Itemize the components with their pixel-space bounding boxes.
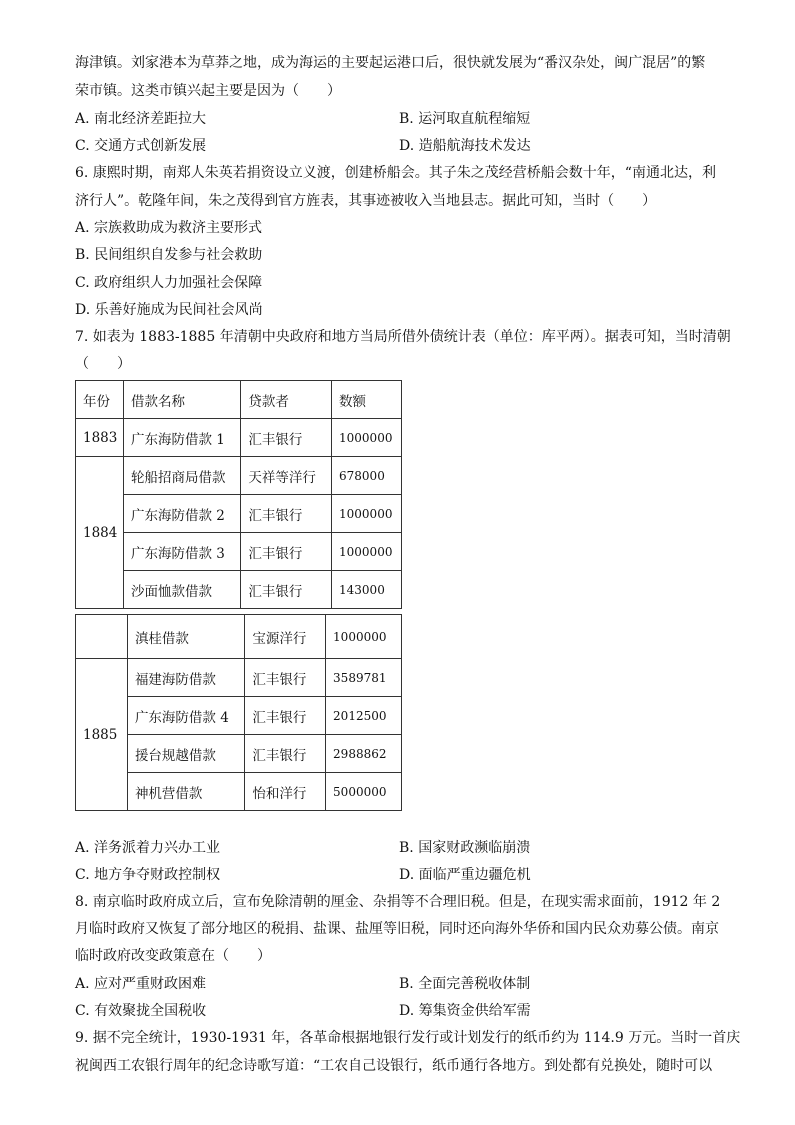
- cell-year: 1884: [76, 457, 124, 609]
- cell-lender: 汇丰银行: [241, 495, 332, 533]
- q8-option-a: A. 应对严重财政困难: [75, 976, 207, 992]
- cell-year: [76, 615, 128, 659]
- cell-lender: 汇丰银行: [241, 571, 332, 609]
- q7-option-b: B. 国家财政濒临崩溃: [399, 840, 531, 856]
- table-row: [76, 419, 402, 457]
- header-lender: 贷款者: [241, 381, 332, 419]
- cell-amount: 1000000: [332, 533, 402, 571]
- cell-lender: 天祥等洋行: [241, 457, 332, 495]
- table-row: [76, 533, 402, 571]
- cell-loan-name: 广东海防借款 4: [127, 697, 244, 735]
- q8-option-b: B. 全面完善税收体制: [399, 976, 531, 992]
- cell-lender: 怡和洋行: [245, 773, 326, 811]
- table-row: [76, 615, 402, 659]
- q8-option-d: D. 筹集资金供给军需: [399, 1003, 531, 1019]
- q5-option-a: A. 南北经济差距拉大: [75, 111, 207, 127]
- q6-stem-line2: 济行人”。乾隆年间，朱之茂得到官方旌表，其事迹被收入当地县志。据此可知，当时（ ）: [75, 193, 657, 209]
- q6-option-a: A. 宗族救助成为救济主要形式: [75, 220, 263, 236]
- q9-stem-line2: 祝闽西工农银行周年的纪念诗歌写道：“工农自己设银行，纸币通行各地方。到处都有兑换处，随时可以: [75, 1058, 713, 1074]
- table-header-row: [76, 381, 402, 419]
- cell-amount: 3589781: [326, 659, 402, 697]
- header-amount: 数额: [332, 381, 402, 419]
- header-year: 年份: [76, 381, 124, 419]
- q7-stem-line1: 7. 如表为 1883-1885 年清朝中央政府和地方当局所借外债统计表（单位：库平两）。据表可知，当时清朝: [75, 329, 731, 345]
- q6-option-d: D. 乐善好施成为民间社会风尚: [75, 302, 263, 318]
- cell-loan-name: 广东海防借款 1: [123, 419, 240, 457]
- q7-stem-line2: （ ）: [75, 356, 131, 372]
- q5-option-c: C. 交通方式创新发展: [75, 138, 207, 154]
- cell-lender: 汇丰银行: [245, 659, 326, 697]
- cell-amount: 143000: [332, 571, 402, 609]
- cell-loan-name: 轮船招商局借款: [123, 457, 240, 495]
- q8-stem-line1: 8. 南京临时政府成立后，宣布免除清朝的厘金、杂捐等不合理旧税。但是，在现实需求面前，1912 年 2: [75, 894, 721, 910]
- cell-lender: 汇丰银行: [241, 533, 332, 571]
- cell-amount: 5000000: [326, 773, 402, 811]
- cell-amount: 1000000: [332, 419, 402, 457]
- q8-option-c: C. 有效聚拢全国税收: [75, 1003, 207, 1019]
- loan-table-1: [75, 380, 402, 609]
- cell-amount: 2988862: [326, 735, 402, 773]
- cell-amount: 1000000: [332, 495, 402, 533]
- table-row: [76, 659, 402, 697]
- q7-option-d: D. 面临严重边疆危机: [399, 867, 531, 883]
- q5-option-d: D. 造船航海技术发达: [399, 138, 531, 154]
- q6-stem-line1: 6. 康熙时期，南郑人朱英若捐资设立义渡，创建桥船会。其子朱之茂经营桥船会数十年，“南通北达，利: [75, 165, 716, 181]
- q5-stem-line2: 荣市镇。这类市镇兴起主要是因为（ ）: [75, 83, 341, 99]
- q5-stem-line1: 海津镇。刘家港本为草莽之地，成为海运的主要起运港口后，很快就发展为“番汉杂处，闽广混居”的繁: [75, 55, 706, 71]
- q7-option-a: A. 洋务派着力兴办工业: [75, 840, 221, 856]
- q6-option-b: B. 民间组织自发参与社会救助: [75, 247, 263, 263]
- cell-loan-name: 广东海防借款 2: [123, 495, 240, 533]
- q7-option-c: C. 地方争夺财政控制权: [75, 867, 221, 883]
- q8-stem-line3: 临时政府改变政策意在（ ）: [75, 948, 271, 964]
- q6-option-c: C. 政府组织人力加强社会保障: [75, 275, 263, 291]
- q5-option-b: B. 运河取直航程缩短: [399, 111, 531, 127]
- table-row: [76, 571, 402, 609]
- cell-loan-name: 滇桂借款: [127, 615, 244, 659]
- cell-amount: 678000: [332, 457, 402, 495]
- cell-lender: 汇丰银行: [245, 697, 326, 735]
- cell-loan-name: 神机营借款: [127, 773, 244, 811]
- header-loan-name: 借款名称: [123, 381, 240, 419]
- cell-amount: 1000000: [326, 615, 402, 659]
- q8-stem-line2: 月临时政府又恢复了部分地区的税捐、盐课、盐厘等旧税，同时还向海外华侨和国内民众劝募公债。南京: [75, 921, 719, 937]
- cell-year: 1885: [76, 659, 128, 811]
- cell-lender: 宝源洋行: [245, 615, 326, 659]
- table-row: [76, 495, 402, 533]
- cell-year: 1883: [76, 419, 124, 457]
- cell-loan-name: 援台规越借款: [127, 735, 244, 773]
- cell-lender: 汇丰银行: [245, 735, 326, 773]
- cell-loan-name: 福建海防借款: [127, 659, 244, 697]
- table-row: [76, 457, 402, 495]
- cell-loan-name: 沙面恤款借款: [123, 571, 240, 609]
- cell-lender: 汇丰银行: [241, 419, 332, 457]
- loan-table-2: [75, 614, 402, 811]
- q9-stem-line1: 9. 据不完全统计，1930-1931 年，各革命根据地银行发行或计划发行的纸币约为 114.9 万元。当时一首庆: [75, 1030, 741, 1046]
- cell-amount: 2012500: [326, 697, 402, 735]
- cell-loan-name: 广东海防借款 3: [123, 533, 240, 571]
